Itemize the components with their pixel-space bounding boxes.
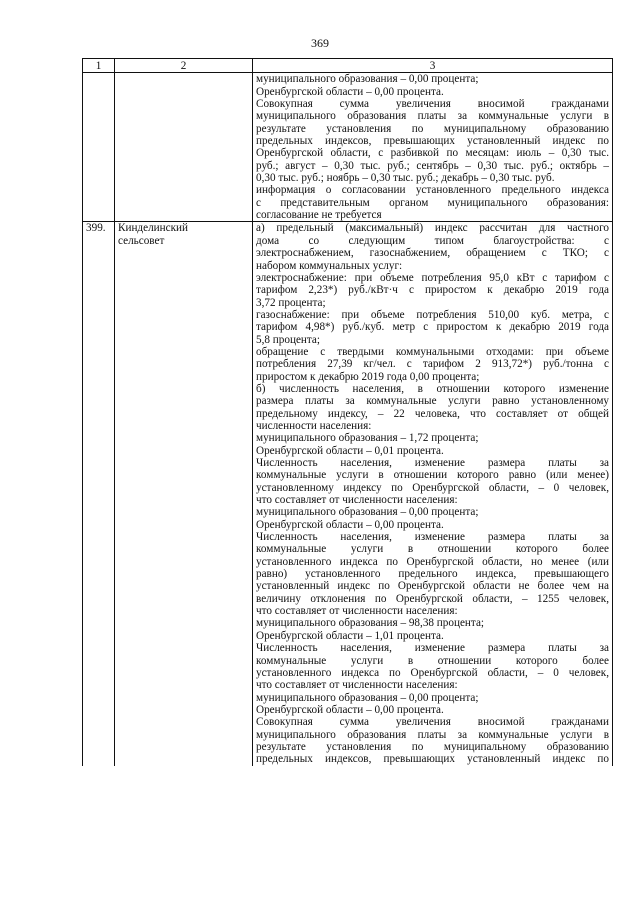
municipality-name-line: Кинделинский bbox=[118, 222, 189, 235]
text-line: муниципального образования платы за коммунальные услуги в bbox=[256, 728, 609, 741]
text-line: Оренбургской области – 0,00 процента. bbox=[256, 518, 444, 531]
text-line: 3,72 процента; bbox=[256, 296, 326, 309]
text-line: 5,8 процента; bbox=[256, 333, 320, 346]
text-line: что составляет от численности населения: bbox=[256, 605, 458, 618]
text-line: коммунальные услуги в отношении которого равно (или менее) bbox=[256, 469, 609, 482]
text-line: муниципального образования – 98,38 процента; bbox=[256, 617, 485, 630]
row-prev-text bbox=[253, 73, 613, 222]
text-line: Оренбургской области, с разбивкой по месяцам: июль – 0,30 тыс. bbox=[256, 147, 609, 160]
text-line: муниципального образования платы за коммунальные услуги в bbox=[256, 110, 609, 123]
header-col-1: 1 bbox=[83, 59, 115, 73]
text-line: муниципального образования – 0,00 процента; bbox=[256, 506, 479, 519]
text-line: руб.; август – 0,30 тыс. руб.; сентябрь – 0,30 тыс. руб.; октябрь – bbox=[256, 159, 609, 172]
text-line: коммунальные услуги в отношении которого более bbox=[256, 543, 609, 556]
text-line: обращение с твердыми коммунальными отходами: при объеме bbox=[256, 345, 609, 358]
document-table bbox=[82, 58, 613, 766]
page-number: 369 bbox=[311, 36, 329, 50]
text-line: размера платы за коммунальные услуги равно установленному bbox=[256, 395, 609, 408]
text-line: Численность населения, изменение размера платы за bbox=[256, 457, 609, 469]
text-line: результате установления по муниципальному образованию bbox=[256, 740, 609, 753]
text-line: Оренбургской области – 0,01 процента. bbox=[256, 444, 444, 457]
text-line: 0,30 тыс. руб.; ноябрь – 0,30 тыс. руб.; декабрь – 0,30 тыс. руб. bbox=[256, 172, 555, 185]
municipality-name-line: сельсовет bbox=[118, 234, 165, 247]
text-line: согласование не требуется bbox=[256, 209, 382, 222]
text-line: а) предельный (максимальный) индекс рассчитан для частного bbox=[256, 222, 609, 235]
text-line: предельному индексу, – 22 человека, что составляет от общей bbox=[256, 407, 609, 420]
text-line: коммунальные услуги в отношении которого более bbox=[256, 654, 609, 667]
municipality-cell bbox=[115, 222, 253, 766]
text-line: установленного индекса по Оренбургской области, – 0 человек, bbox=[256, 666, 609, 679]
text-line: Оренбургской области – 1,01 процента. bbox=[256, 629, 444, 642]
text-line: потребления 27,39 кг/чел. с тарифом 2 913,72*) руб./тонна с bbox=[256, 358, 609, 371]
text-line: предельных индексов, превышающих установленный индекс по bbox=[256, 135, 609, 148]
text-line: что составляет от численности населения: bbox=[256, 679, 458, 692]
text-line: электроснабжением, газоснабжением, обращением с ТКО; с bbox=[256, 247, 609, 260]
text-line: величину отклонения по Оренбургской области, – 1255 человек, bbox=[256, 592, 609, 605]
text-line: равно) установленного предельного индекса, превышающего bbox=[256, 568, 609, 581]
text-line: дома со следующим типом благоустройства: с bbox=[256, 234, 609, 247]
text-line: информация о согласовании установленного предельного индекса bbox=[256, 184, 609, 197]
text-line: тарифом 4,98*) руб./куб. метр с приростом к декабрю 2019 года bbox=[256, 321, 609, 334]
text-line: б) численность населения, в отношении которого изменение bbox=[256, 382, 609, 395]
text-line: муниципального образования – 1,72 процента; bbox=[256, 432, 479, 445]
text-line: набором коммунальных услуг: bbox=[256, 259, 403, 272]
table-header-row bbox=[83, 59, 613, 73]
text-line: Оренбургской области – 0,00 процента. bbox=[256, 703, 444, 716]
table-row-continued bbox=[83, 73, 613, 222]
row-number-cell bbox=[83, 73, 115, 222]
text-line: Численность населения, изменение размера платы за bbox=[256, 531, 609, 544]
text-line: приростом к декабрю 2019 года 0,00 процента; bbox=[256, 370, 480, 383]
text-line: Совокупная сумма увеличения вносимой гражданами bbox=[256, 98, 609, 111]
text-line: установленного индекса по Оренбургской области, но менее (или bbox=[256, 555, 609, 568]
text-line: газоснабжение: при объеме потребления 510,00 куб. метра, с bbox=[256, 308, 609, 321]
text-line: Численность населения, изменение размера платы за bbox=[256, 642, 609, 655]
header-col-2: 2 bbox=[115, 59, 253, 73]
text-line: установленному индексу по Оренбургской области, – 0 человек, bbox=[256, 481, 609, 494]
text-line: с представительным органом муниципального образования: bbox=[256, 196, 609, 209]
text-line: электроснабжение: при объеме потребления 95,0 кВт с тарифом с bbox=[256, 271, 609, 284]
text-line: что составляет от численности населения: bbox=[256, 494, 458, 507]
text-line: муниципального образования – 0,00 процента; bbox=[256, 73, 479, 86]
text-line: Оренбургской области – 0,00 процента. bbox=[256, 85, 444, 98]
text-line: муниципального образования – 0,00 процента; bbox=[256, 691, 479, 704]
text-line: установленный индекс по Оренбургской области не более чем на bbox=[256, 580, 609, 593]
text-line: численности населения: bbox=[256, 419, 372, 432]
text-line: предельных индексов, превышающих установленный индекс по bbox=[256, 753, 609, 766]
municipality-cell bbox=[115, 73, 253, 222]
row-number-cell: 399. bbox=[83, 222, 115, 766]
header-col-3: 3 bbox=[253, 59, 613, 73]
row-399-text bbox=[253, 222, 613, 766]
table-row-399 bbox=[83, 222, 613, 766]
text-line: тарифом 2,23*) руб./кВт·ч с приростом к декабрю 2019 года bbox=[256, 284, 609, 297]
text-line: Совокупная сумма увеличения вносимой гражданами bbox=[256, 716, 609, 729]
text-line: результате установления по муниципальному образованию bbox=[256, 122, 609, 135]
